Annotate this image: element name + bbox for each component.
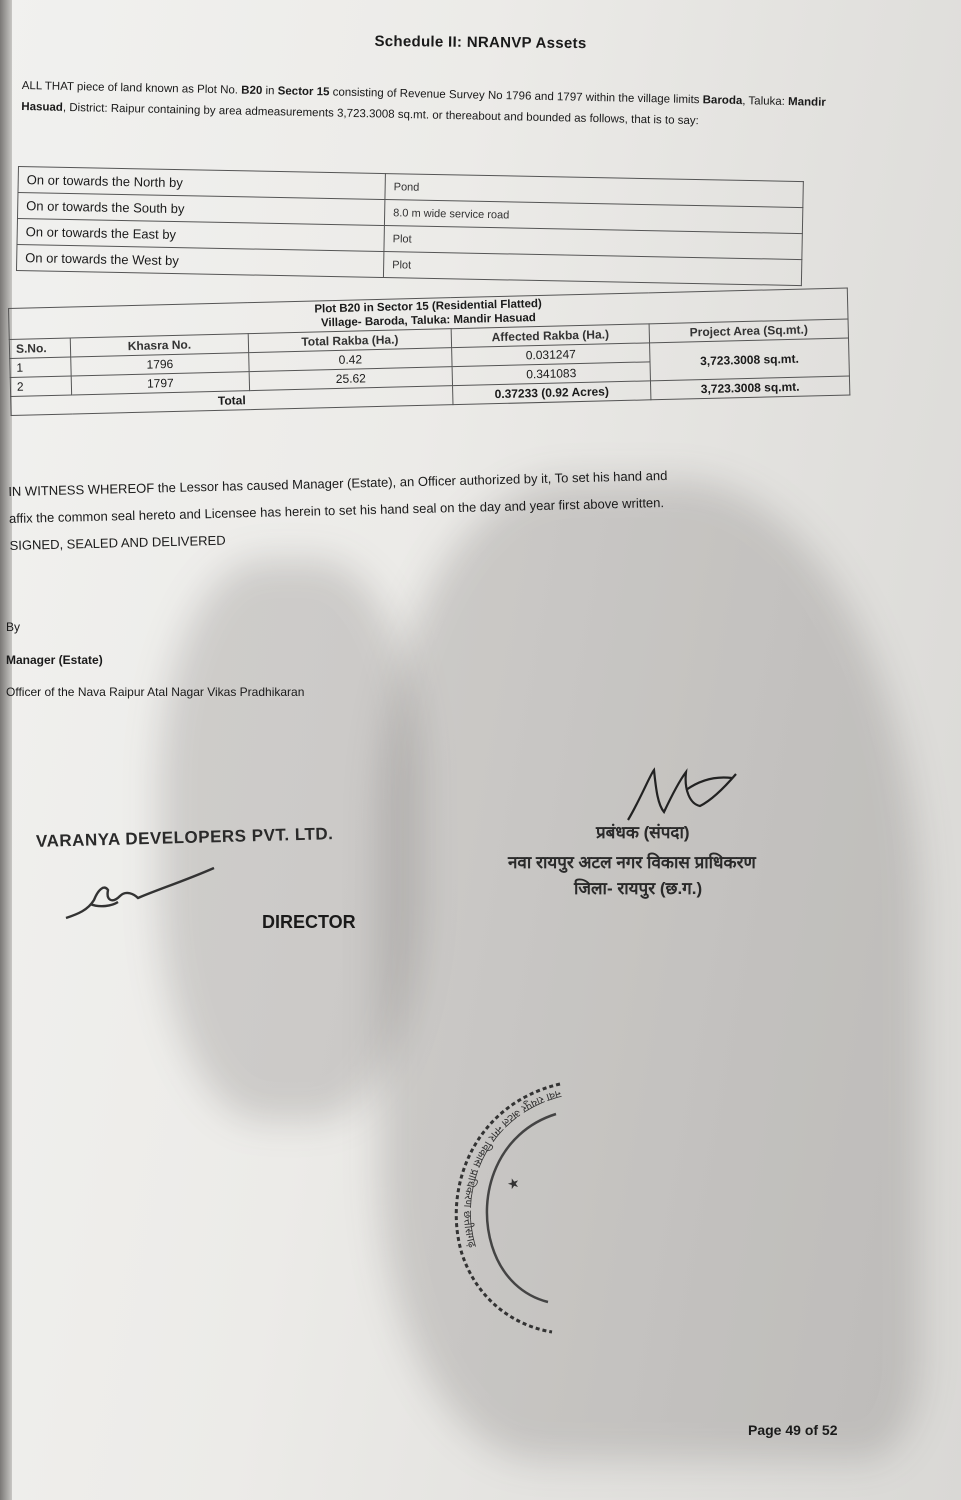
boundary-value: 8.0 m wide service road bbox=[384, 200, 802, 234]
hindi-stamp-line: जिला- रायपुर (छ.ग.) bbox=[574, 879, 703, 898]
cell-khasra: 1797 bbox=[71, 372, 249, 395]
svg-text:नवा रायपुर अटल नगर विकास प्राध bbox=[461, 1087, 563, 1250]
schedule-title: Schedule II: NRANVP Assets bbox=[374, 32, 587, 53]
witness-line: IN WITNESS WHEREOF the Lessor has caused Manager (Estate), an Officer authorized by it, To set his hand and bbox=[8, 467, 668, 499]
page-edge bbox=[0, 0, 12, 1500]
cell-project-area: 3,723.3008 sq.mt. bbox=[650, 338, 850, 381]
land-description: ALL THAT piece of land known as Plot No. B20 in Sector 15 consisting of Revenue Survey No 1796 and 1797 within the village limits Baroda, Taluka: Mandir Hasuad, District: Raipur containing by area admeasurements 3,723.3008 sq.mt. or thereabout and bounded as follows, that is to say: bbox=[21, 79, 826, 128]
boundary-value: Pond bbox=[385, 174, 803, 208]
cell-affected-rakba: 0.031247 bbox=[452, 343, 650, 367]
hindi-stamp-line: प्रबंधक (संपदा) bbox=[596, 823, 690, 842]
director-signature bbox=[60, 860, 220, 930]
hindi-stamp-line: नवा रायपुर अटल नगर विकास प्राधिकरण bbox=[508, 853, 756, 872]
col-header-total-rakba: Total Rakba (Ha.) bbox=[248, 329, 451, 353]
boundary-direction: On or towards the West by bbox=[16, 244, 383, 277]
cell-affected-rakba: 0.341083 bbox=[452, 362, 650, 386]
svg-text:★: ★ bbox=[505, 1177, 521, 1190]
col-header-affected-rakba: Affected Rakba (Ha.) bbox=[451, 324, 649, 348]
boundary-value: Plot bbox=[383, 252, 801, 286]
signatory-by: By bbox=[6, 620, 21, 634]
cell-total-label: Total bbox=[11, 386, 453, 416]
boundary-value: Plot bbox=[384, 226, 802, 260]
cell-sno: 1 bbox=[10, 357, 71, 377]
witness-line: SIGNED, SEALED AND DELIVERED bbox=[9, 532, 226, 553]
company-stamp: VARANYA DEVELOPERS PVT. LTD. bbox=[35, 824, 334, 851]
col-header-khasra: Khasra No. bbox=[70, 334, 248, 357]
plot-heading-line: Village- Baroda, Taluka: Mandir Hasuad bbox=[320, 312, 537, 330]
cell-total-rakba: 25.62 bbox=[249, 367, 452, 391]
round-seal bbox=[440, 1070, 580, 1330]
cell-khasra: 1796 bbox=[71, 353, 249, 376]
plot-heading-line: Plot B20 in Sector 15 (Residential Flatted) bbox=[314, 297, 542, 316]
boundaries-table bbox=[16, 166, 804, 286]
cell-total-project-area: 3,723.3008 sq.mt. bbox=[650, 376, 849, 400]
witness-line: affix the common seal hereto and Licensee has herein to set his hand seal on the day and year first above written. bbox=[8, 494, 665, 526]
boundary-direction: On or towards the North by bbox=[18, 167, 385, 200]
cell-total-rakba: 0.42 bbox=[249, 348, 452, 372]
cell-sno: 2 bbox=[10, 376, 71, 396]
cell-total-affected: 0.37233 (0.92 Acres) bbox=[453, 381, 651, 405]
col-header-sno: S.No. bbox=[9, 338, 70, 358]
round-seal-text: नवा रायपुर अटल नगर विकास प्राधिकरण छत्तीसगढ़ bbox=[460, 1087, 563, 1250]
boundary-direction: On or towards the East by bbox=[17, 218, 384, 251]
director-label: DIRECTOR bbox=[262, 912, 356, 932]
plot-area-table bbox=[8, 287, 850, 415]
signatory-designation: Manager (Estate) bbox=[6, 653, 103, 667]
col-header-project-area: Project Area (Sq.mt.) bbox=[649, 319, 848, 343]
boundary-direction: On or towards the South by bbox=[17, 193, 384, 226]
signatory-office: Officer of the Nava Raipur Atal Nagar Vikas Pradhikaran bbox=[6, 685, 305, 699]
page-number: Page 49 of 52 bbox=[748, 1422, 838, 1438]
